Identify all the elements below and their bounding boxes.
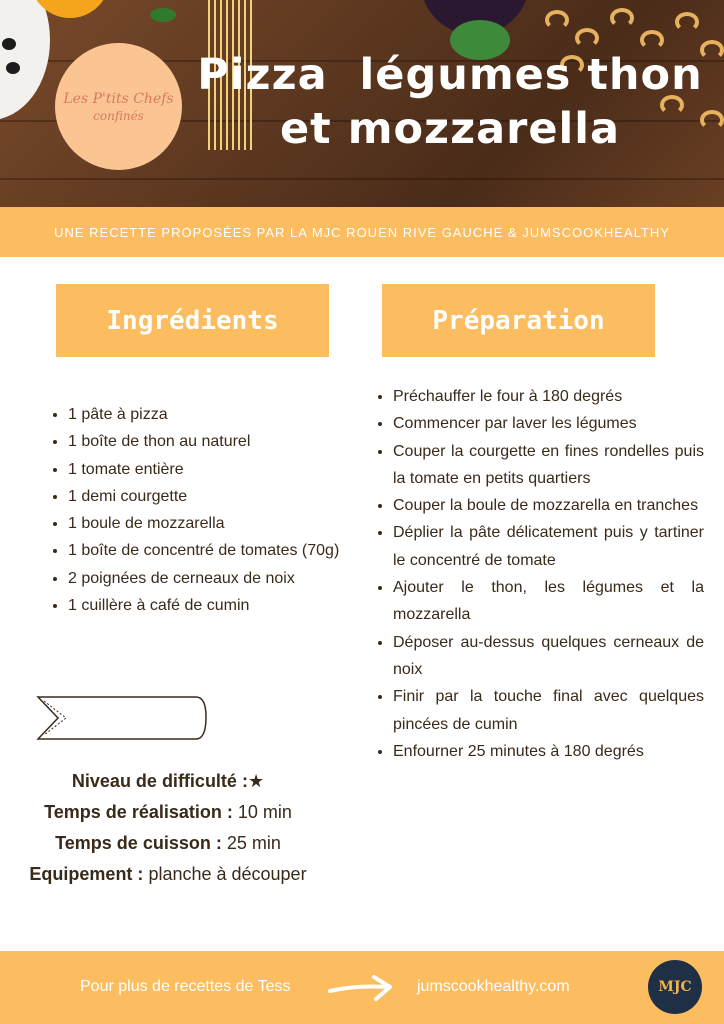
preparation-step: • Ajouter le thon, les légumes et la mozzarella: [393, 574, 704, 629]
preparation-step: • Commencer par laver les légumes: [393, 410, 704, 437]
ingredient-item: • 1 boule de mozzarella: [68, 510, 383, 537]
prep-time-value: 10 min: [232, 802, 292, 822]
prep-time-row: [0, 797, 336, 828]
ingredient-item: • 1 pâte à pizza: [68, 401, 383, 428]
ingredients-heading-box: [56, 284, 329, 357]
title-line2: et mozzarella: [280, 104, 620, 154]
preparation-heading-box: [382, 284, 655, 357]
ingredient-item: • 1 boîte de thon au naturel: [68, 428, 383, 455]
ingredient-item: • 1 boîte de concentré de tomates (70g): [68, 537, 383, 564]
ingredients-list: [48, 401, 383, 619]
equipment-value: planche à découper: [143, 864, 307, 884]
preparation-step: • Finir par la touche final avec quelques pincées de cumin: [393, 683, 704, 738]
footer-website-link[interactable]: jumscookhealthy.com: [417, 978, 570, 995]
banner-text: UNE RECETTE PROPOSÉES PAR LA MJC ROUEN RIVE GAUCHE & JUMSCOOKHEALTHY: [54, 224, 670, 240]
subtitle-banner: [0, 207, 724, 257]
ingredient-item: • 1 tomate entière: [68, 456, 383, 483]
mjc-logo-text: MJC: [658, 979, 692, 995]
equipment-label: Equipement :: [29, 864, 144, 884]
ingredient-item: • 1 cuillère à café de cumin: [68, 592, 383, 619]
arrow-right-icon: [326, 973, 396, 1003]
difficulty-label: Niveau de difficulté :: [71, 771, 248, 791]
cook-time-row: [0, 828, 336, 859]
ribbon-tag-decoration: [36, 693, 208, 743]
preparation-heading: Préparation: [432, 305, 605, 336]
footer-text: Pour plus de recettes de Tess: [80, 978, 291, 995]
preparation-step: • Couper la courgette en fines rondelles puis la tomate en petits quartiers: [393, 438, 704, 493]
cook-time-label: Temps de cuisson :: [55, 833, 222, 853]
preparation-step: • Déplier la pâte délicatement puis y tartiner le concentré de tomate: [393, 519, 704, 574]
cook-time-value: 25 min: [221, 833, 281, 853]
recipe-title: [190, 48, 710, 156]
header-photo: [0, 0, 724, 207]
ingredient-item: • 1 demi courgette: [68, 483, 383, 510]
recipe-info: [0, 766, 336, 890]
plate-decoration: [0, 0, 50, 120]
title-line1: Pizza légumes thon: [197, 50, 703, 100]
preparation-step: • Déposer au-dessus quelques cerneaux de noix: [393, 629, 704, 684]
mjc-logo: [648, 960, 702, 1014]
logo-line1: Les P'tits Chefs: [63, 90, 174, 107]
ingredient-item: • 2 poignées de cerneaux de noix: [68, 565, 383, 592]
preparation-step: • Couper la boule de mozzarella en tranches: [393, 492, 704, 519]
prep-time-label: Temps de réalisation :: [44, 802, 233, 822]
difficulty-row: [0, 766, 336, 797]
preparation-list: [373, 383, 704, 765]
star-icon: ★: [247, 771, 265, 791]
chefs-logo: [55, 43, 182, 170]
ingredients-heading: Ingrédients: [106, 305, 279, 336]
preparation-step: • Préchauffer le four à 180 degrés: [393, 383, 704, 410]
footer: [0, 951, 724, 1024]
logo-line2: confinés: [93, 108, 144, 123]
preparation-step: • Enfourner 25 minutes à 180 degrés: [393, 738, 704, 765]
equipment-row: [0, 859, 336, 890]
